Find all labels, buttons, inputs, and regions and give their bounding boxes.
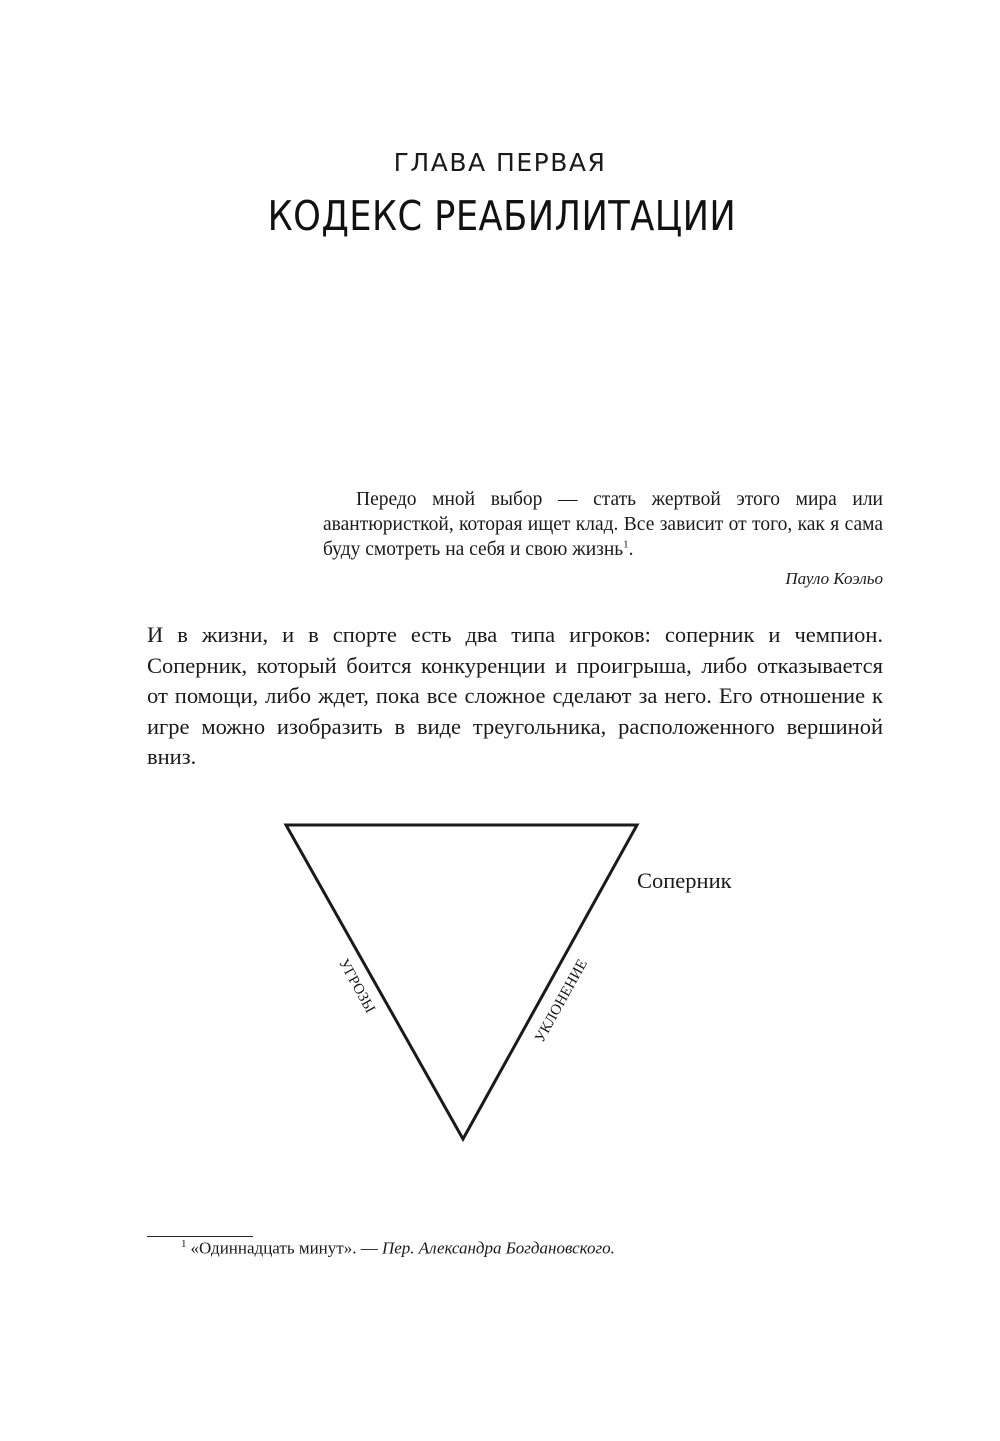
- chapter-label: ГЛАВА ПЕРВАЯ: [393, 148, 607, 177]
- epigraph-author: Пауло Коэльо: [785, 569, 883, 588]
- epigraph-text: [323, 487, 883, 562]
- chapter-title: КОДЕКС РЕАБИЛИТАЦИИ: [267, 192, 737, 240]
- footnote: [181, 1238, 615, 1259]
- left-side-label: УГРОЗЫ: [335, 956, 378, 1016]
- footnote-text: «Одиннадцать минут». —: [190, 1238, 378, 1258]
- epigraph-trailing: .: [628, 539, 634, 560]
- epigraph: [323, 487, 883, 589]
- epigraph-footnote-mark: 1: [623, 538, 629, 551]
- epigraph-quote: Передо мной выбор — стать жертвой этого мира или авантюристкой, которая ищет клад. Все зависит от того, как я сама буду смотреть на себя и свою жизнь: [323, 489, 883, 560]
- right-side-label: УКЛОНЕНИЕ: [532, 956, 591, 1046]
- body-paragraph: И в жизни, и в спорте есть два типа игроков: соперник и чемпион. Соперник, который боится конкуренции и проигрыша, либо отказывается от помощи, либо ждет, пока все сложное сделают за него. Его отношение к игре можно изобразить в виде треугольника, расположенного вершиной вниз.: [147, 622, 883, 769]
- footnote-rule: [147, 1236, 253, 1237]
- inverted-triangle: [286, 825, 637, 1139]
- footnote-mark: 1: [181, 1238, 187, 1250]
- footnote-translator: Пер. Александра Богдановского.: [381, 1238, 615, 1258]
- diagram-title: Соперник: [637, 868, 732, 893]
